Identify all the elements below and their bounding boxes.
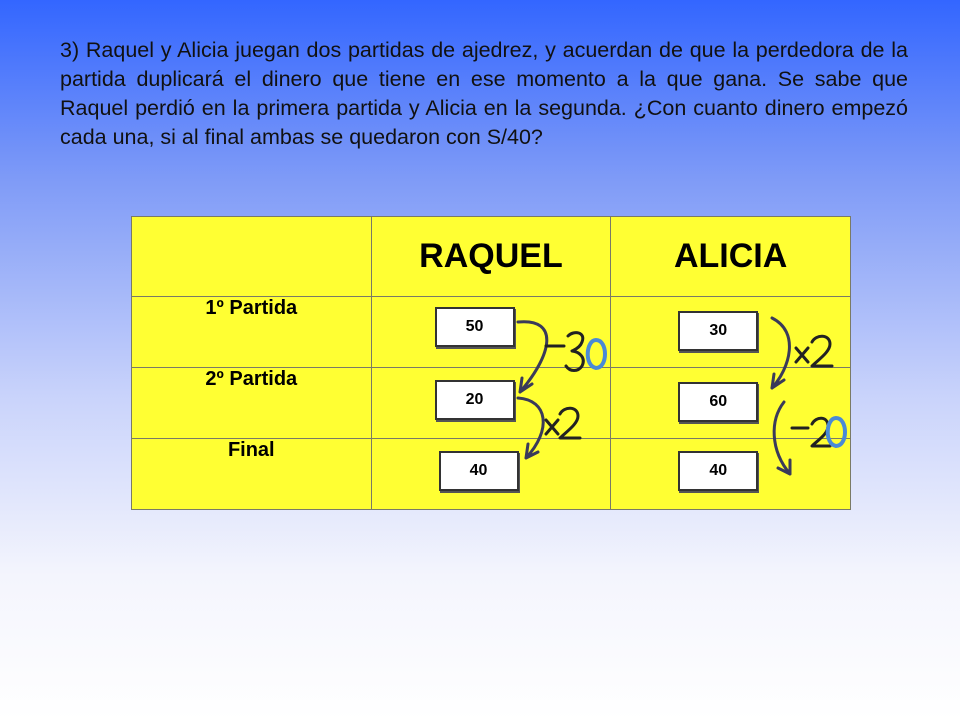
value-box: 50	[435, 307, 515, 347]
value-box: 40	[439, 451, 519, 491]
value-box: 40	[678, 451, 758, 491]
table-header-row	[132, 217, 851, 297]
row-label-partida-2: 2º Partida	[132, 368, 372, 439]
table-row	[132, 297, 851, 368]
cell-alicia-final	[611, 439, 851, 510]
value-box: 20	[435, 380, 515, 420]
row-label-partida-1: 1º Partida	[132, 297, 372, 368]
solution-table	[131, 216, 851, 510]
cell-raquel-partida-1	[371, 297, 611, 368]
table-row	[132, 439, 851, 510]
cell-raquel-final	[371, 439, 611, 510]
row-label-final: Final	[132, 439, 372, 510]
table-row	[132, 368, 851, 439]
cell-alicia-partida-1	[611, 297, 851, 368]
cell-alicia-partida-2	[611, 368, 851, 439]
cell-raquel-partida-2	[371, 368, 611, 439]
header-alicia: ALICIA	[611, 217, 851, 297]
header-raquel: RAQUEL	[371, 217, 611, 297]
empty-header-cell	[132, 217, 372, 297]
value-box: 60	[678, 382, 758, 422]
problem-statement: 3) Raquel y Alicia juegan dos partidas de ajedrez, y acuerdan de que la perdedora de la partida duplicará el dinero que tiene en ese momento a la que gana. Se sabe que Raquel perdió en la primera partida y Alicia en la segunda. ¿Con cuanto dinero empezó cada una, si al final ambas se quedaron con S/40?	[60, 38, 908, 149]
value-box: 30	[678, 311, 758, 351]
